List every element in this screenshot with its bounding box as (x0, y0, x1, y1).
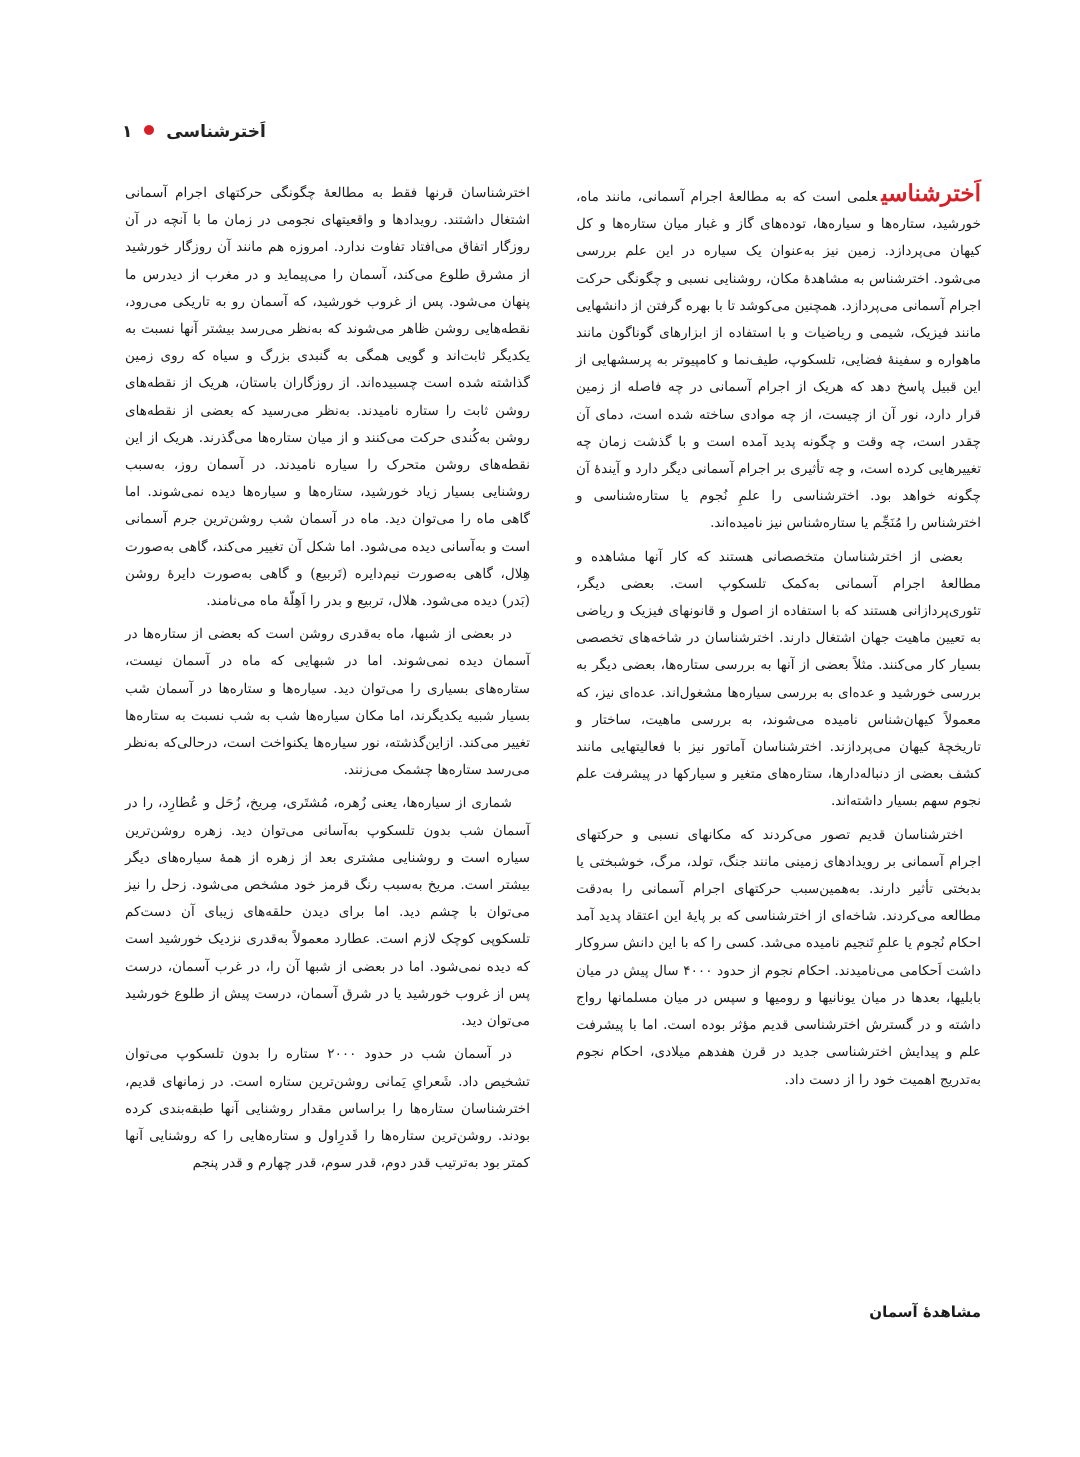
running-head (122, 122, 982, 152)
paragraph: اخترشناسان قدیم تصور می‌کردند که مکانهای نسبی و حرکتهای اجرام آسمانی بر رویدادهای زمینی مانند جنگ، تولد، مرگ، خوشبختی یا بدبختی تأثیر دارند. به‌همین‌سبب حرکتهای اجرام آسمانی را به‌دقت مطالعه می‌کردند. شاخه‌ای از اخترشناسی که بر پایهٔ این اعتقاد پدید آمد احکام نُجوم یا علمِ تَنجیم نامیده می‌شد. کسی را که با این دانش سروکار داشت اَحکامی می‌نامیدند. احکام نجوم از حدود ۴۰۰۰ سال پیش در میان بابلیها، بعدها در میان یونانیها و رومیها و سپس در میان مسلمانها رواج داشته و در گسترش اخترشناسی قدیم مؤثر بوده است. اما با پیشرفت علم و پیدایش اخترشناسی جدید در قرن هفدهم میلادی، احکام نجوم به‌تدریج اهمیت خود را از دست داد. (576, 826, 981, 1088)
paragraph: شماری از سیاره‌ها، یعنی زُهره، مُشتَری، مِریخ، زُحَل و عُطارِد، را در آسمان شب بدون تلسکوپ به‌آسانی می‌توان دید. زهره روشن‌ترین سیاره است و روشنایی مشتری بعد از زهره از همهٔ سیاره‌های دیگر بیشتر است. مریخ به‌سبب رنگ قرمز خود مشخص می‌شود. زحل را نیز می‌توان با چشم دید. اما برای دیدن حلقه‌های زیبای آن دست‌کم تلسکوپی کوچک لازم است. عطارد معمولاً به‌قدری نزدیک خورشید است که دیده نمی‌شود. اما در بعضی از شبها آن را، در غرب آسمان، درست پس از غروب خورشید یا در شرق آسمان، درست پیش از طلوع خورشید می‌توان دید. (125, 795, 530, 1030)
paragraph: اخترشناسان قرنها فقط به مطالعهٔ چگونگی حرکتهای اجرام آسمانی اشتغال داشتند. رویدادها و واقعیتهای نجومی در زمان ما با آنچه در آن روزگار اتفاق می‌افتاد تفاوت ندارد. امروزه هم مانند آن روزگار خورشید از مشرق طلوع می‌کند، آسمان را می‌پیماید و در مغرب از دیدرس ما پنهان می‌شود. پس از غروب خورشید، که آسمان رو به تاریکی می‌رود، نقطه‌هایی روشن ظاهر می‌شوند که به‌نظر می‌رسد بیشتر آنها نسبت به یکدیگر ثابت‌اند و گویی همگی به گنبدی بزرگ و سیاه که روی زمین گذاشته شده است چسبیده‌اند. از روزگاران باستان، هریک از نقطه‌های روشن ثابت را ستاره نامیدند. به‌نظر می‌رسید که بعضی از نقطه‌های روشن به‌کُندی حرکت می‌کنند و از میان ستاره‌ها می‌گذرند. هریک از این نقطه‌های روشن متحرک را سیاره نامیدند. در آسمان روز، به‌سبب روشنایی بسیار زیاد خورشید، ستاره‌ها و سیاره‌ها دیده نمی‌شوند. اما گاهی ماه را می‌توان دید. ماه در آسمان شب روشن‌ترین جرم آسمانی است و به‌آسانی دیده می‌شود. اما شکل آن تغییر می‌کند، گاهی به‌صورت هِلال، گاهی به‌صورت نیم‌دایره (تَربیع) و گاهی به‌صورت دایرهٔ روشن (بَدر) دیده می‌شود. هلال، تربیع و بدر را اَهِلّهٔ ماه می‌نامند. (125, 185, 530, 610)
entry-title: اَخترشناسی (881, 180, 981, 207)
page-number: ۱ (122, 122, 133, 142)
paragraph: در آسمان شب در حدود ۲۰۰۰ ستاره را بدون تلسکوپ می‌توان تشخیص داد. شَعرایِ یَمانی روشن‌ترین ستاره است. در زمانهای قدیم، اخترشناسان ستاره‌ها را براساس مقدار روشنایی آنها طبقه‌بندی کرده بودند. روشن‌ترین ستاره‌ها را قَدرِاول و ستاره‌هایی را که روشنایی آنها کمتر بود به‌ترتیب قدر دوم، قدر سوم، قدر چهارم و قدر پنجم (125, 1046, 530, 1172)
left-column (125, 180, 530, 1177)
running-head-title: اَخترشناسی (166, 122, 266, 142)
section-heading: مشاهدهٔ آسمان (869, 1303, 981, 1321)
paragraph: در بعضی از شبها، ماه به‌قدری روشن است که بعضی از ستاره‌ها در آسمان دیده نمی‌شوند. اما در شبهایی که ماه در آسمان نیست، ستاره‌های بسیاری را می‌توان دید. سیاره‌ها و ستاره‌ها در آسمان شب بسیار شبیه یکدیگرند، اما مکان سیاره‌ها شب به شب نسبت به ستاره‌ها تغییر می‌کند. ازاین‌گذشته، نور سیاره‌ها یکنواخت است، درحالی‌که به‌نظر می‌رسد ستاره‌ها چشمک می‌زنند. (125, 626, 530, 779)
bullet-marker-icon (144, 125, 154, 135)
paragraph (576, 180, 981, 538)
paragraph-text: علمی است که به مطالعهٔ اجرام آسمانی، مانند ماه، خورشید، ستاره‌ها و سیاره‌ها، توده‌های گاز و غبار میان ستاره‌ها و کل کیهان می‌پردازد. زمین نیز به‌عنوان یک سیاره در این علم بررسی می‌شود. اخترشناس به مشاهدهٔ مکان، روشنایی نسبی و چگونگی حرکت اجرام آسمانی می‌پردازد. همچنین می‌کوشد تا با بهره گرفتن از دانشهایی مانند فیزیک، شیمی و ریاضیات و با استفاده از ابزارهای گوناگون مانند ماهواره و سفینهٔ فضایی، تلسکوپ، طیف‌نما و کامپیوتر به پرسشهایی از این قبیل پاسخ دهد که هریک از اجرام آسمانی در چه فاصله از زمین قرار دارد، نور آن از چیست، از چه موادی ساخته شده است، دمای آن چقدر است، چه وقت و چگونه پدید آمده است و با گذشت زمان چه تغییرهایی کرده است، و چه تأثیری بر اجرام آسمانی دیگر دارد و آیندهٔ آن چگونه خواهد بود. اخترشناسی را علمِ نُجوم یا ستاره‌شناسی و اخترشناس را مُنَجِّم یا ستاره‌شناس نیز نامیده‌اند. (576, 189, 981, 532)
right-column (576, 180, 981, 1094)
paragraph: بعضی از اخترشناسان متخصصانی هستند که کار آنها مشاهده و مطالعهٔ اجرام آسمانی به‌کمک تلسکوپ است. بعضی دیگر، تئوری‌پردازانی هستند که با استفاده از اصول و قانونهای فیزیک و ریاضی به تعیین ماهیت جهان اشتغال دارند. اخترشناسان در شاخه‌های تخصصی بسیار کار می‌کنند. مثلاً بعضی از آنها به بررسی ستاره‌ها، بعضی دیگر به بررسی خورشید و عده‌ای به بررسی سیاره‌ها مشغول‌اند. عده‌ای نیز، که معمولاً کیهان‌شناس نامیده می‌شوند، به بررسی ماهیت، ساختار و تاریخچهٔ کیهان می‌پردازند. اخترشناسان آماتور نیز با فعالیتهایی مانند کشف بعضی از دنباله‌دارها، ستاره‌های متغیر و سیارکها در پیشرفت علم نجوم سهم بسیار داشته‌اند. (576, 548, 981, 810)
